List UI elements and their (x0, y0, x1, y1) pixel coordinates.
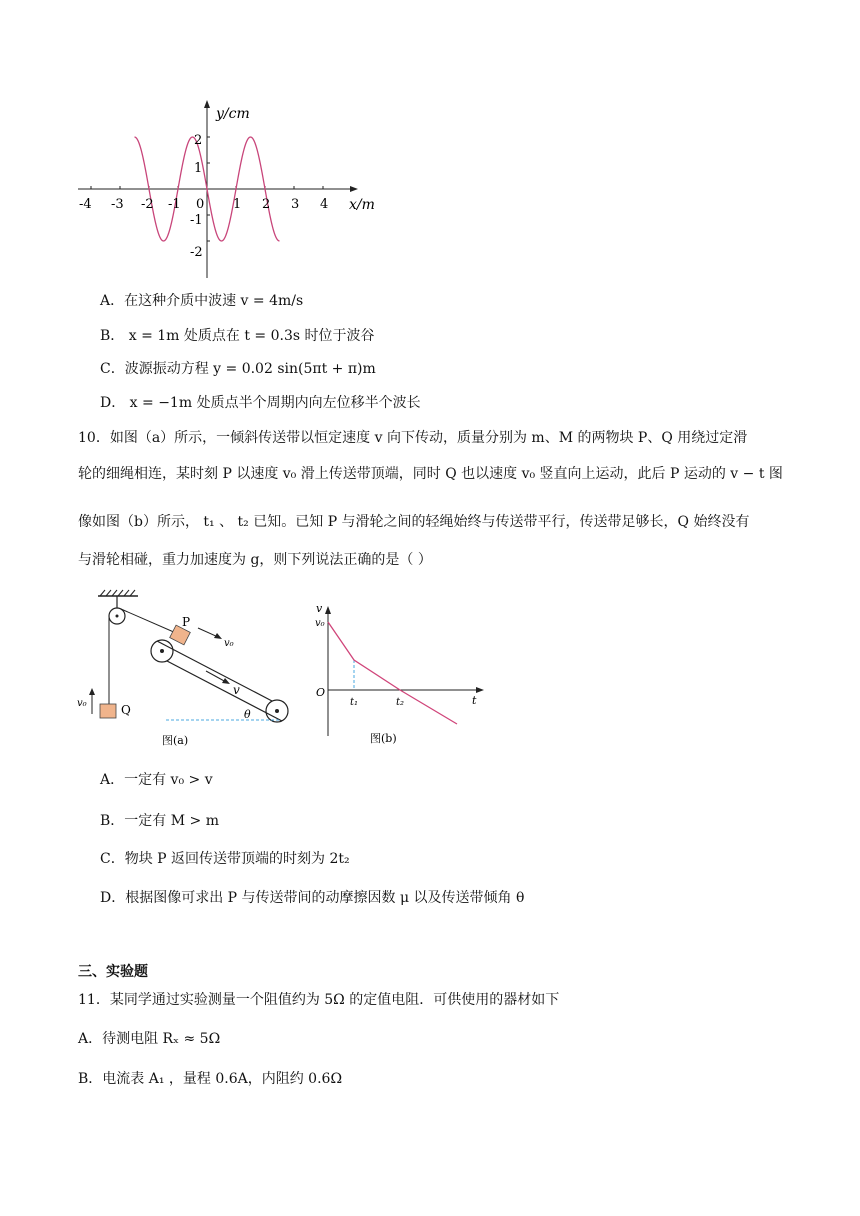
y-tick-label: 2 (194, 133, 203, 148)
pulley-axle (116, 615, 119, 618)
q10-stem-line-1: 10．如图（a）所示，一倾斜传送带以恒定速度 v 向下传动，质量分别为 m、M 的两物块 P、Q 用绕过定滑 (78, 430, 748, 446)
x-tick-label: 3 (291, 197, 300, 212)
origin-label: 0 (196, 197, 205, 212)
q11-stem: 11．某同学通过实验测量一个阻值约为 5Ω 的定值电阻．可供使用的器材如下 (78, 992, 560, 1008)
x-tick-label: -3 (111, 197, 124, 212)
x-tick-label: -2 (141, 197, 154, 212)
section-title: 三、实验题 (78, 964, 148, 980)
label-t1: t₁ (350, 697, 359, 708)
q9-option-d: D． x = −1m 处质点半个周期内向左位移半个波长 (100, 395, 421, 411)
block-q (100, 704, 116, 718)
q10-option-b: B．一定有 M > m (100, 813, 219, 829)
q10-stem-line-3: 像如图（b）所示， t₁ 、 t₂ 已知。已知 P 与滑轮之间的轻绳始终与传送带平行，传送带足够长，Q 始终没有 (78, 514, 750, 530)
label-belt-v: v (233, 683, 240, 697)
x-tick-label: 4 (320, 197, 329, 212)
q10-stem-line-4: 与滑轮相碰，重力加速度为 g，则下列说法正确的是（ ） (78, 552, 432, 568)
rope-to-p (121, 609, 176, 633)
y-tick-label: -1 (190, 213, 203, 228)
label-q-v0: v₀ (77, 698, 87, 709)
q9-option-c: C．波源振动方程 y = 0.02 sin(5πt + π)m (100, 361, 376, 377)
q10-stem-line-2: 轮的细绳相连，某时刻 P 以速度 v₀ 滑上传送带顶端，同时 Q 也以速度 v₀ 竖直向上运动，此后 P 运动的 v − t 图 (78, 466, 783, 482)
ceiling-hatch (100, 590, 135, 596)
y-axis-label: y/cm (216, 106, 250, 122)
caption-a: 图(a) (162, 734, 189, 747)
bottom-roller-axle (275, 709, 279, 713)
y-tick-label: -2 (190, 245, 203, 260)
v-axis-arrow (325, 606, 331, 614)
q10-option-d: D．根据图像可求出 P 与传送带间的动摩擦因数 μ 以及传送带倾角 θ (100, 890, 525, 906)
figure-b-vt-graph (312, 596, 492, 756)
x-tick-label: 1 (233, 197, 242, 212)
y-tick-label: 1 (194, 161, 203, 176)
belt-velocity-arrow (206, 671, 226, 682)
belt-lower (167, 661, 282, 721)
q10-option-c: C．物块 P 返回传送带顶端的时刻为 2t₂ (100, 851, 350, 867)
caption-b: 图(b) (370, 732, 397, 745)
p-velocity-arrow (198, 628, 218, 637)
wave-chart (70, 98, 390, 288)
label-p: P (182, 615, 191, 629)
label-q: Q (121, 703, 131, 717)
x-axis-label: x/m (349, 197, 375, 213)
x-tick-label: -4 (79, 197, 92, 212)
q9-option-a: A．在这种介质中波速 v = 4m/s (100, 293, 304, 309)
q11-item-b: B．电流表 A₁ ，量程 0.6A，内阻约 0.6Ω (78, 1071, 343, 1087)
label-v: v (316, 602, 323, 615)
q9-option-b: B． x = 1m 处质点在 t = 0.3s 时位于波谷 (100, 328, 375, 344)
belt-upper (157, 641, 272, 701)
x-tick-label: -1 (168, 197, 181, 212)
vt-curve (328, 622, 457, 724)
t-axis-arrow (476, 687, 484, 693)
y-axis-arrow (204, 100, 210, 108)
q11-item-a: A．待测电阻 Rₓ ≈ 5Ω (78, 1031, 221, 1047)
label-theta: θ (244, 708, 251, 721)
label-p-v0: v₀ (224, 638, 234, 649)
q10-option-a: A．一定有 v₀ > v (100, 772, 213, 788)
q-velocity-arrowhead (89, 688, 95, 695)
x-axis-arrow (350, 186, 358, 192)
top-roller-axle (160, 649, 164, 653)
label-v0: v₀ (315, 618, 325, 629)
label-t: t (472, 694, 477, 707)
label-origin: O (316, 686, 326, 699)
label-t2: t₂ (396, 697, 405, 708)
x-tick-label: 2 (262, 197, 271, 212)
figure-a-conveyor (74, 586, 304, 756)
